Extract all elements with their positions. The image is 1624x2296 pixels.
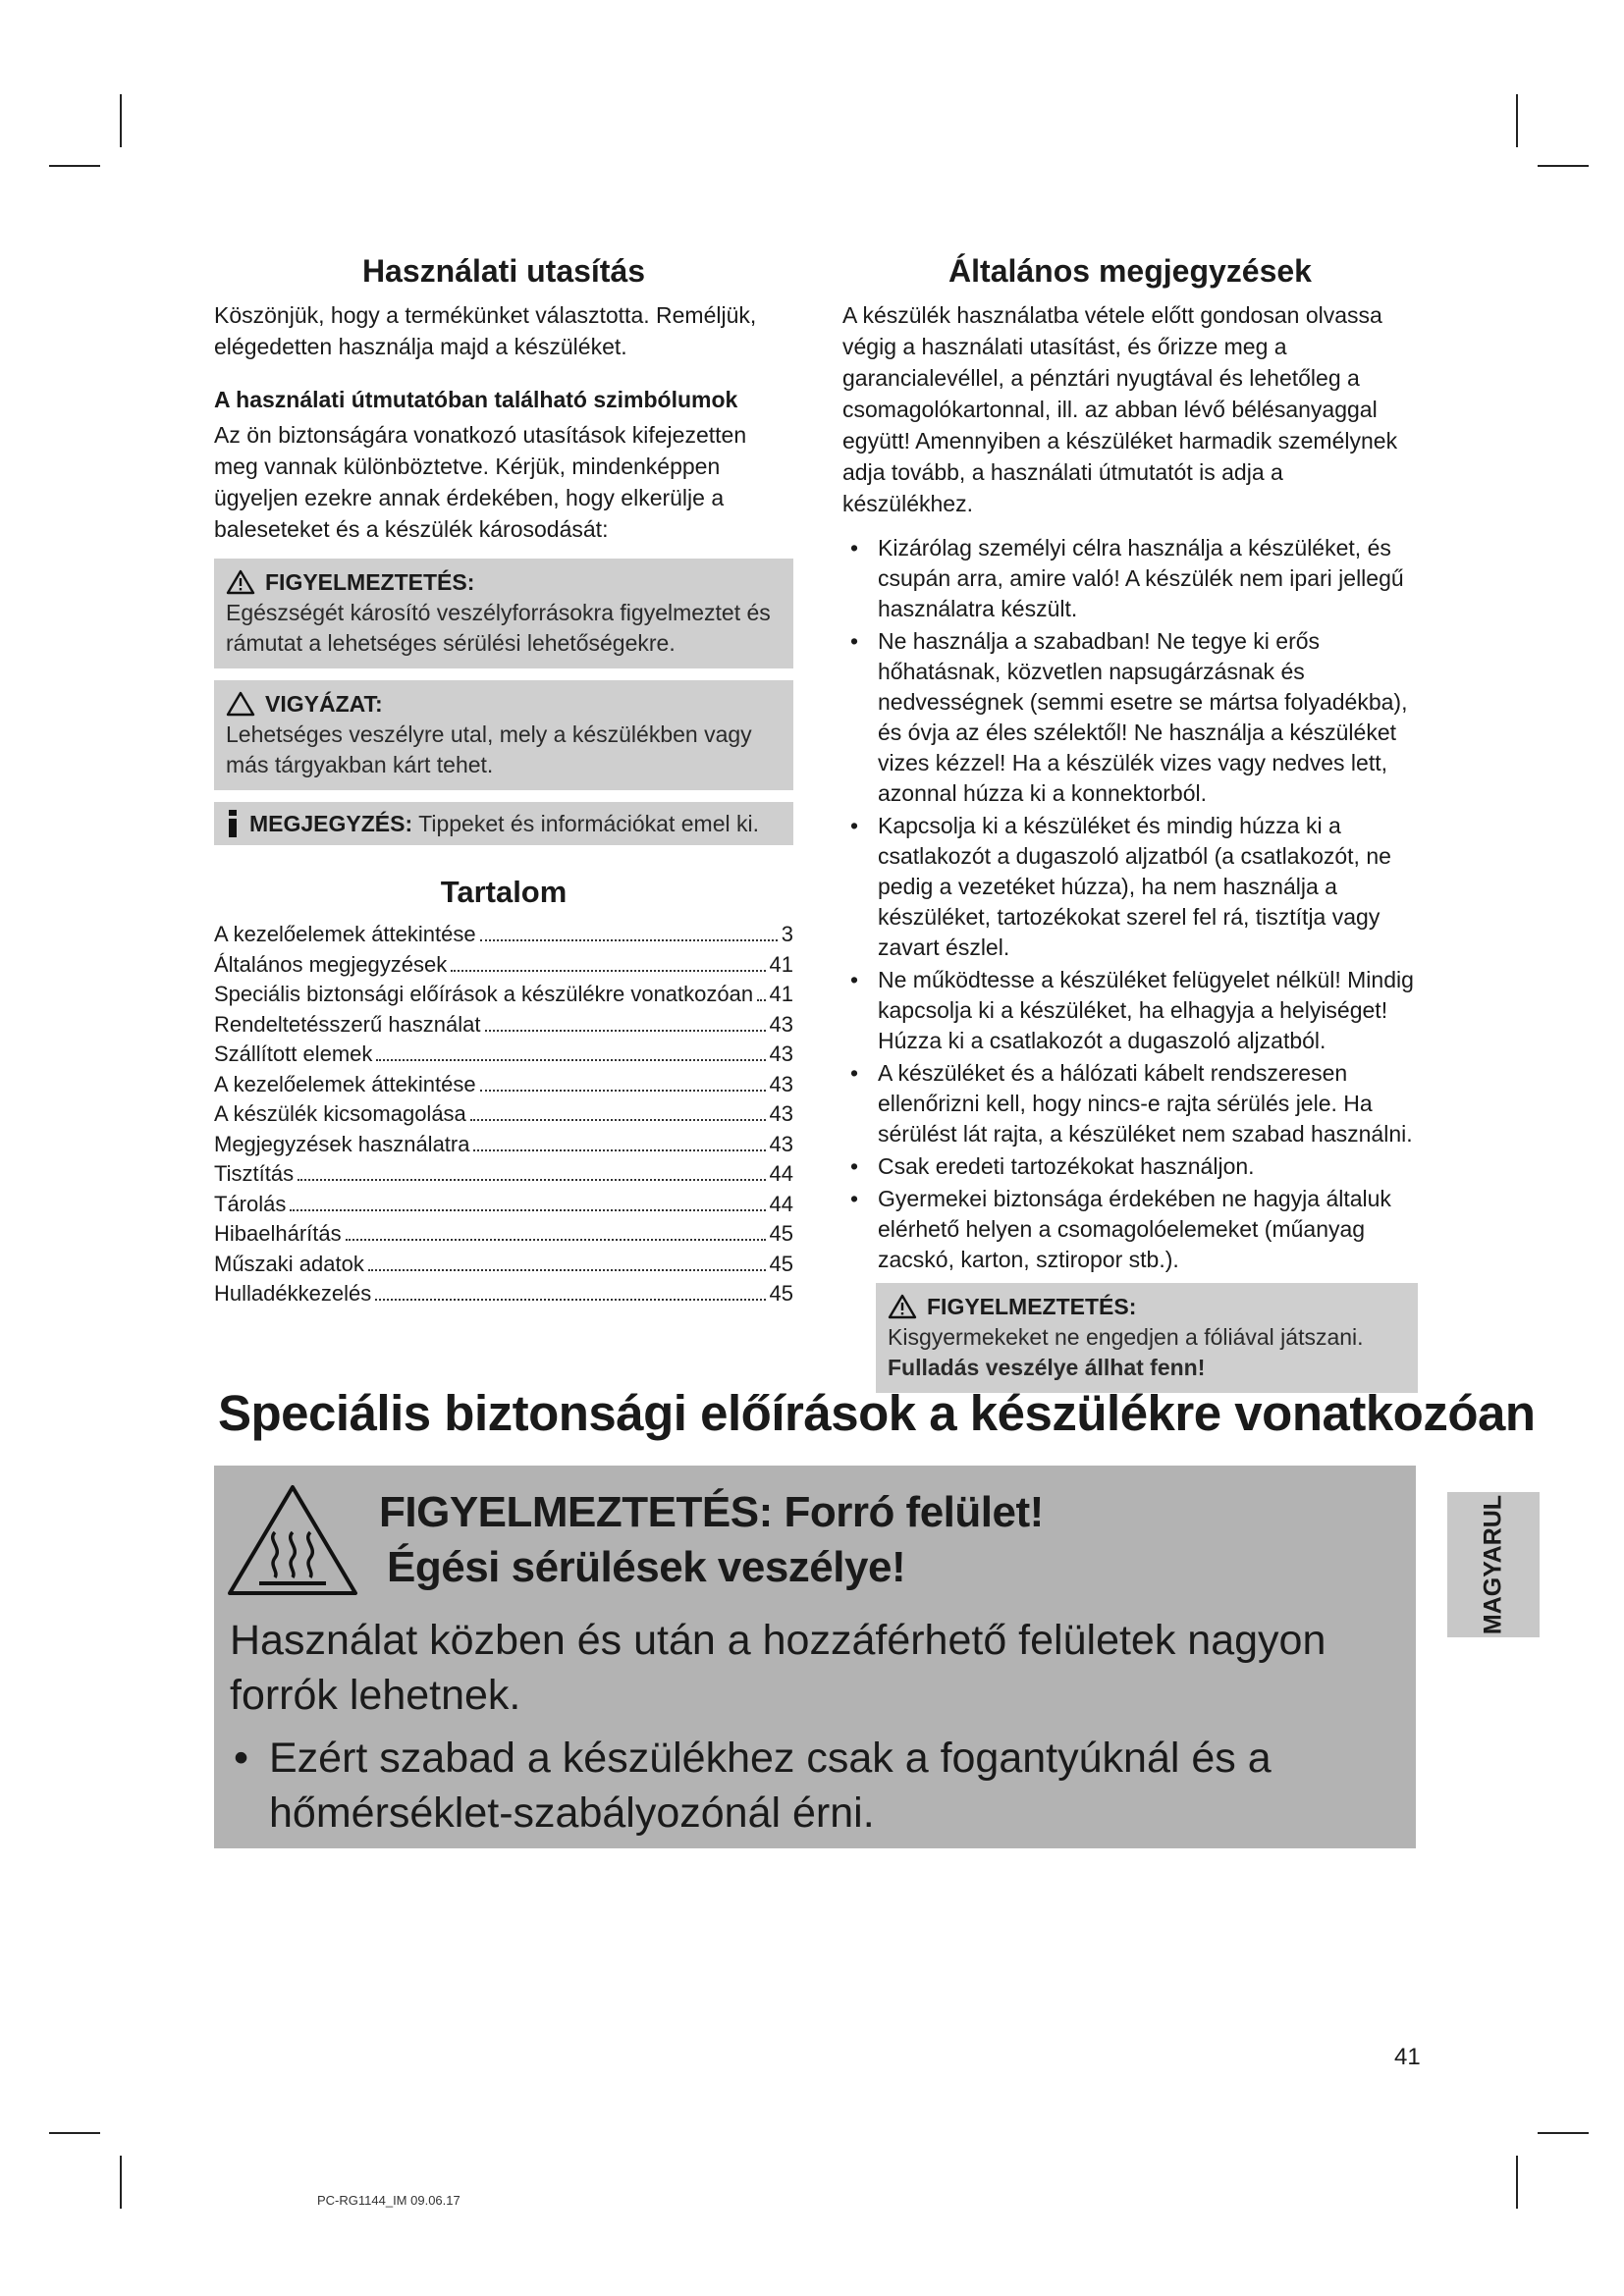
toc-label: A kezelőelemek áttekintése <box>214 922 476 946</box>
toc-row <box>214 920 793 950</box>
toc-label: Tisztítás <box>214 1161 295 1186</box>
toc-row <box>214 1040 793 1070</box>
special-safety-title: Speciális biztonsági előírások a készülékre vonatkozóan <box>218 1385 1536 1441</box>
toc-leader <box>290 1209 765 1211</box>
toc-leader <box>368 1269 766 1271</box>
toc-label: Rendeltetésszerű használat <box>214 1011 481 1037</box>
crop-mark <box>1538 165 1589 167</box>
toc-row <box>214 1250 793 1280</box>
toc-row <box>214 1130 793 1160</box>
crop-mark <box>120 2156 122 2209</box>
crop-mark <box>49 165 100 167</box>
language-tab-label: MAGYARUL <box>1479 1494 1507 1635</box>
toc-page: 41 <box>769 951 793 977</box>
toc-leader <box>473 1149 765 1151</box>
caution-notice-title <box>226 688 782 720</box>
toc-label: Speciális biztonsági előírások a készülékre vonatkozóan <box>214 982 754 1006</box>
toc-page: 45 <box>769 1221 793 1246</box>
toc-label: A kezelőelemek áttekintése <box>214 1071 476 1096</box>
toc-page: 45 <box>769 1281 793 1306</box>
warning-notice-title <box>226 566 782 598</box>
film-warning-bold: Fulladás veszélye állhat fenn! <box>888 1355 1206 1380</box>
intro-text: Köszönjük, hogy a termékünket választotta. Reméljük, elégedetten használja majd a készüléket. <box>214 302 757 359</box>
toc-row <box>214 1159 793 1190</box>
caution-notice <box>214 680 793 790</box>
toc-label: Hibaelhárítás <box>214 1221 342 1246</box>
caution-label: VIGYÁZAT: <box>265 691 383 717</box>
note-notice-title <box>226 808 782 839</box>
hot-surface-line1: FIGYELMEZTETÉS: Forró felület! <box>379 1488 1044 1536</box>
general-bullet-item: • Csak eredeti tartozékokat használjon. <box>842 1151 1418 1182</box>
film-warning-title <box>888 1291 1406 1322</box>
intro-title: Használati utasítás <box>361 253 646 289</box>
general-bullet-list <box>842 533 1418 1275</box>
page-number: 41 <box>1394 2044 1421 2070</box>
toc-label: Műszaki adatok <box>214 1251 364 1276</box>
toc-row <box>214 950 793 981</box>
toc-leader <box>451 970 765 972</box>
warning-label: FIGYELMEZTETÉS: <box>265 569 475 595</box>
toc-label: Hulladékkezelés <box>214 1281 372 1306</box>
toc-leader <box>480 939 778 941</box>
toc-row <box>214 1099 793 1130</box>
crop-mark <box>1516 94 1518 147</box>
toc-leader <box>376 1059 765 1061</box>
toc-label: Tárolás <box>214 1191 287 1216</box>
toc-page: 43 <box>769 1071 793 1096</box>
general-bullet-item: • A készüléket és a hálózati kábelt rendszeresen ellenőrizni kell, hogy nincs-e rajta sérülés jele. Ha sérülést lát rajta, a készüléket nem szabad használni. <box>842 1058 1418 1149</box>
warning-text: Egészségét károsító veszélyforrásokra figyelmeztet és rámutat a lehetséges sérülési lehetőségekre. <box>226 600 771 656</box>
warning-triangle-icon <box>888 1294 917 1319</box>
toc-row <box>214 1219 793 1250</box>
left-column <box>214 253 793 1309</box>
crop-mark <box>1516 2156 1518 2209</box>
note-label: MEGJEGYZÉS: <box>249 811 413 836</box>
hot-surface-line2: Égési sérülések veszélye! <box>387 1543 906 1591</box>
toc-page: 41 <box>769 982 793 1006</box>
footer-code: PC-RG1144_IM 09.06.17 <box>317 2193 460 2208</box>
toc-row <box>214 1279 793 1309</box>
toc-title: Tartalom <box>440 875 568 909</box>
toc-label: Általános megjegyzések <box>214 951 448 977</box>
general-bullet-item: • Ne használja a szabadban! Ne tegye ki erős hőhatásnak, közvetlen napsugárzásnak és nedvességnek (semmi esetre se mártsa folyadékba), és óvja az éles szélektől! Ne használja a készüléket vizes kézzel! Ha a készülék vizes vagy nedves lett, azonnal húzza ki a konnektorból. <box>842 626 1418 809</box>
general-bullet-item: • Gyermekei biztonsága érdekében ne hagyja általuk elérhető helyen a csomagolóelemeket (műanyag zacskó, karton, sztiropor stb.). <box>842 1184 1418 1275</box>
toc-row <box>214 1010 793 1041</box>
hot-surface-heading <box>379 1485 1044 1595</box>
general-bullet-item: • Kizárólag személyi célra használja a készüléket, és csupán arra, amire való! A készülék nem ipari jellegű használatra készült. <box>842 533 1418 624</box>
toc-leader <box>346 1239 766 1241</box>
crop-mark <box>49 2132 100 2134</box>
toc-page: 43 <box>769 1011 793 1037</box>
toc-row <box>214 980 793 1010</box>
crop-mark <box>120 94 122 147</box>
crop-mark <box>1538 2132 1589 2134</box>
toc-leader <box>480 1090 766 1092</box>
hot-surface-icon <box>224 1481 361 1599</box>
toc-page: 44 <box>769 1161 793 1186</box>
bullet-dot-icon: • <box>234 1735 249 1782</box>
general-bullet-item: • Ne működtesse a készüléket felügyelet nélkül! Mindig kapcsolja ki a készüléket, ha elhagyja a helyiséget! Húzza ki a csatlakozót a dugaszoló aljzatból. <box>842 965 1418 1056</box>
general-bullet-item: • Kapcsolja ki a készüléket és mindig húzza ki a csatlakozót a dugaszoló aljzatból (a csatlakozót, ne pedig a vezetéket húzza), ha nem használja a készüléket, tartozékokat szerel fel rá, tisztítja vagy zavart észlel. <box>842 811 1418 963</box>
language-tab <box>1447 1492 1540 1637</box>
hot-surface-warning <box>214 1466 1416 1848</box>
hot-surface-text: Használat közben és után a hozzáférhető felületek nagyon forrók lehetnek. <box>230 1617 1326 1719</box>
film-warning-notice <box>876 1283 1418 1393</box>
toc-leader <box>470 1119 766 1121</box>
note-notice <box>214 802 793 845</box>
toc-page: 44 <box>769 1191 793 1216</box>
toc-page: 43 <box>769 1101 793 1126</box>
toc-leader <box>485 1030 766 1032</box>
toc-leader <box>757 999 765 1001</box>
toc-page: 43 <box>769 1131 793 1156</box>
caution-text: Lehetséges veszélyre utal, mely a készülékben vagy más tárgyakban kárt tehet. <box>226 721 752 777</box>
general-title: Általános megjegyzések <box>948 253 1312 289</box>
symbols-heading: A használati útmutatóban található szimbólumok <box>214 387 738 412</box>
toc-label: Szállított elemek <box>214 1041 373 1066</box>
right-column <box>842 253 1418 1393</box>
toc-page: 45 <box>769 1251 793 1276</box>
film-warning-label: FIGYELMEZTETÉS: <box>927 1294 1137 1319</box>
toc-row <box>214 1070 793 1100</box>
info-icon <box>226 809 240 838</box>
toc-list <box>214 920 793 1309</box>
film-warning-text: Kisgyermekeket ne engedjen a fóliával játszani. <box>888 1324 1364 1350</box>
note-text: Tippeket és információkat emel ki. <box>418 811 759 836</box>
symbols-text: Az ön biztonságára vonatkozó utasítások kifejezetten meg vannak különböztetve. Kérjük, mindenképpen ügyeljen ezekre annak érdekében, hogy elkerülje a baleseteket és a készülék károsodását: <box>214 422 747 542</box>
toc-leader <box>298 1179 765 1181</box>
caution-triangle-icon <box>226 691 255 717</box>
toc-row <box>214 1190 793 1220</box>
film-warning-body <box>888 1322 1406 1383</box>
toc-label: A készülék kicsomagolása <box>214 1101 466 1126</box>
hot-surface-bullet <box>230 1731 1398 1841</box>
hot-surface-bullet-text: Ezért szabad a készülékhez csak a fogantyúknál és a hőmérséklet-szabályozónál érni. <box>269 1735 1272 1837</box>
toc-leader <box>375 1299 765 1301</box>
toc-page: 43 <box>769 1041 793 1066</box>
warning-triangle-icon <box>226 569 255 595</box>
general-text: A készülék használatba vétele előtt gondosan olvassa végig a használati utasítást, és őrizze meg a garancialevéllel, a pénztári nyugtával és lehetőleg a csomagolókartonnal, ill. az abban lévő bélésanyaggal együtt! Amennyiben a készüléket harmadik személynek adja tovább, a használati útmutatót is adja a készülékhez. <box>842 302 1398 516</box>
warning-notice <box>214 559 793 668</box>
toc-label: Megjegyzések használatra <box>214 1131 470 1156</box>
toc-page: 3 <box>781 922 793 946</box>
